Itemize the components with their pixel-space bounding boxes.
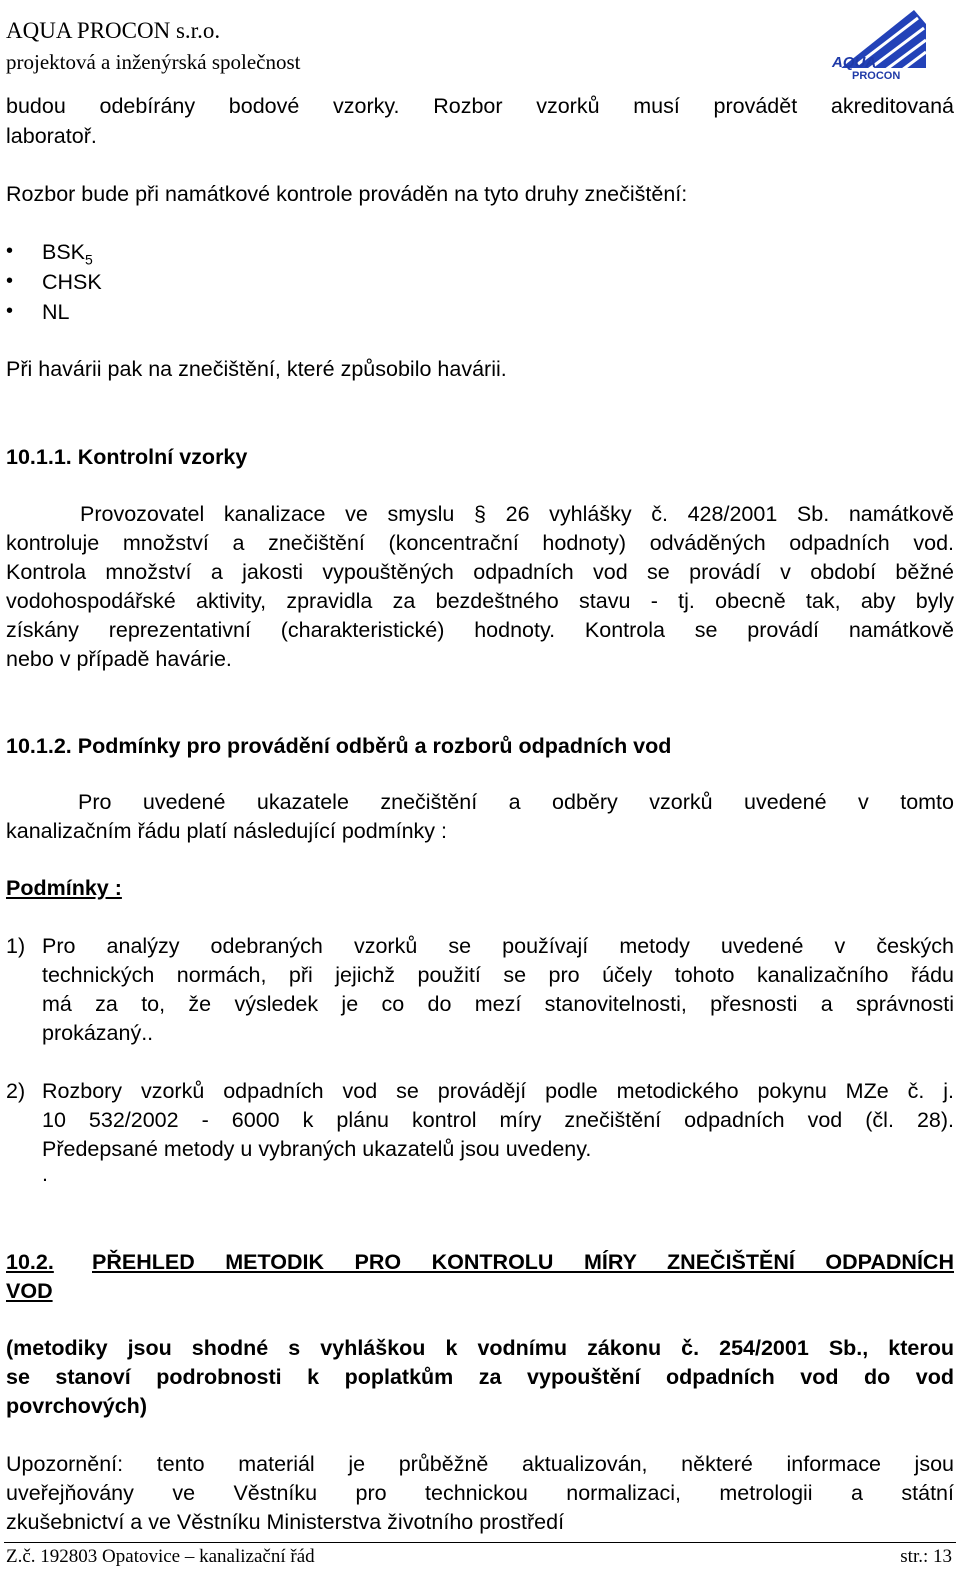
podminky-label: Podmínky : (6, 876, 122, 900)
bold-note-line: se stanoví podrobnosti k poplatkům za vypouštění odpadních vod do vod (6, 1365, 954, 1389)
paragraph-line: Provozovatel kanalizace ve smyslu § 26 vyhlášky č. 428/2001 Sb. namátkově (80, 502, 954, 526)
company-tagline: projektová a inženýrská společnost (6, 50, 301, 74)
paragraph-line: Kontrola množství a jakosti vypouštěných odpadních vod se provádí v období běžné (6, 560, 954, 584)
bullet-icon: • (6, 240, 14, 262)
section-heading-10-1-1: 10.1.1. Kontrolní vzorky (6, 445, 248, 469)
list-item-line: Rozbory vzorků odpadních vod se provádějí podle metodického pokynu MZe č. j. (42, 1079, 954, 1103)
notice-line: uveřejňovány ve Věstníku pro technickou normalizaci, metrologii a státní (6, 1481, 954, 1505)
section-title-10-2: PŘEHLED METODIK PRO KONTROLU MÍRY ZNEČIŠTĚNÍ ODPADNÍCH (92, 1250, 954, 1274)
bold-note-line: povrchových) (6, 1394, 147, 1418)
list-number: 1) (6, 934, 26, 958)
havarie-text: Při havárii pak na znečištění, které způsobilo havárii. (6, 357, 507, 381)
company-name: AQUA PROCON s.r.o. (6, 18, 221, 43)
list-item-line: . (42, 1162, 48, 1186)
list-item: $BSK_5$ (42, 240, 93, 268)
intro-rozbor: Rozbor bude při namátkové kontrole prováděn na tyto druhy znečištění: (6, 182, 688, 206)
paragraph-line: nebo v případě havárie. (6, 647, 232, 671)
bullet-icon: • (6, 270, 14, 292)
list-number: 2) (6, 1079, 26, 1103)
section-heading-10-1-2: 10.1.2. Podmínky pro provádění odběrů a rozborů odpadních vod (6, 734, 672, 758)
list-item-line: technických normách, při jejichž použití se pro účely tohoto kanalizačního řádu (42, 963, 954, 987)
section-title-10-2-cont: VOD (6, 1279, 53, 1303)
notice-line: zkušebnictví a ve Věstníku Ministerstva životního prostředí (6, 1510, 565, 1534)
paragraph-line: vodohospodářské aktivity, zpravidla za bezdeštného stavu - tj. obecně tak, aby byly (6, 589, 954, 613)
paragraph-line: kanalizačním řádu platí následující podmínky : (6, 819, 447, 843)
list-item-line: Předepsané metody u vybraných ukazatelů jsou uvedeny. (42, 1137, 592, 1161)
footer-page-number: str.: 13 (900, 1546, 952, 1567)
logo-text-aqua: AQUA (832, 54, 877, 71)
intro-line-2: laboratoř. (6, 124, 97, 148)
list-item-line: 10 532/2002 - 6000 k plánu kontrol míry znečištění odpadních vod (čl. 28). (42, 1108, 954, 1132)
list-item-line: prokázaný.. (42, 1021, 154, 1045)
company-logo (818, 4, 930, 86)
paragraph-line: získány reprezentativní (charakteristické) hodnoty. Kontrola se provádí namátkově (6, 618, 954, 642)
bullet-icon: • (6, 300, 14, 322)
list-item: NL (42, 300, 70, 324)
list-item-line: má za to, že výsledek je co do mezí stanovitelnosti, přesnosti a správnosti (42, 992, 954, 1016)
bold-note-line: (metodiky jsou shodné s vyhláškou k vodnímu zákonu č. 254/2001 Sb., kterou (6, 1336, 954, 1360)
list-item: CHSK (42, 270, 102, 294)
paragraph-line: Pro uvedené ukazatele znečištění a odběry vzorků uvedené v tomto (78, 790, 954, 814)
section-number-10-2: 10.2. (6, 1250, 54, 1274)
logo-text-procon: PROCON (852, 70, 901, 82)
list-item-line: Pro analýzy odebraných vzorků se používají metody uvedené v českých (42, 934, 954, 958)
footer-left: Z.č. 192803 Opatovice – kanalizační řád (6, 1546, 315, 1567)
paragraph-line: kontroluje množství a znečištění (koncentrační hodnoty) odváděných odpadních vod. (6, 531, 954, 555)
footer-divider (4, 1542, 956, 1543)
notice-line: Upozornění: tento materiál je průběžně aktualizován, některé informace jsou (6, 1452, 954, 1476)
intro-line-1: budou odebírány bodové vzorky. Rozbor vzorků musí provádět akreditovaná (6, 94, 954, 118)
